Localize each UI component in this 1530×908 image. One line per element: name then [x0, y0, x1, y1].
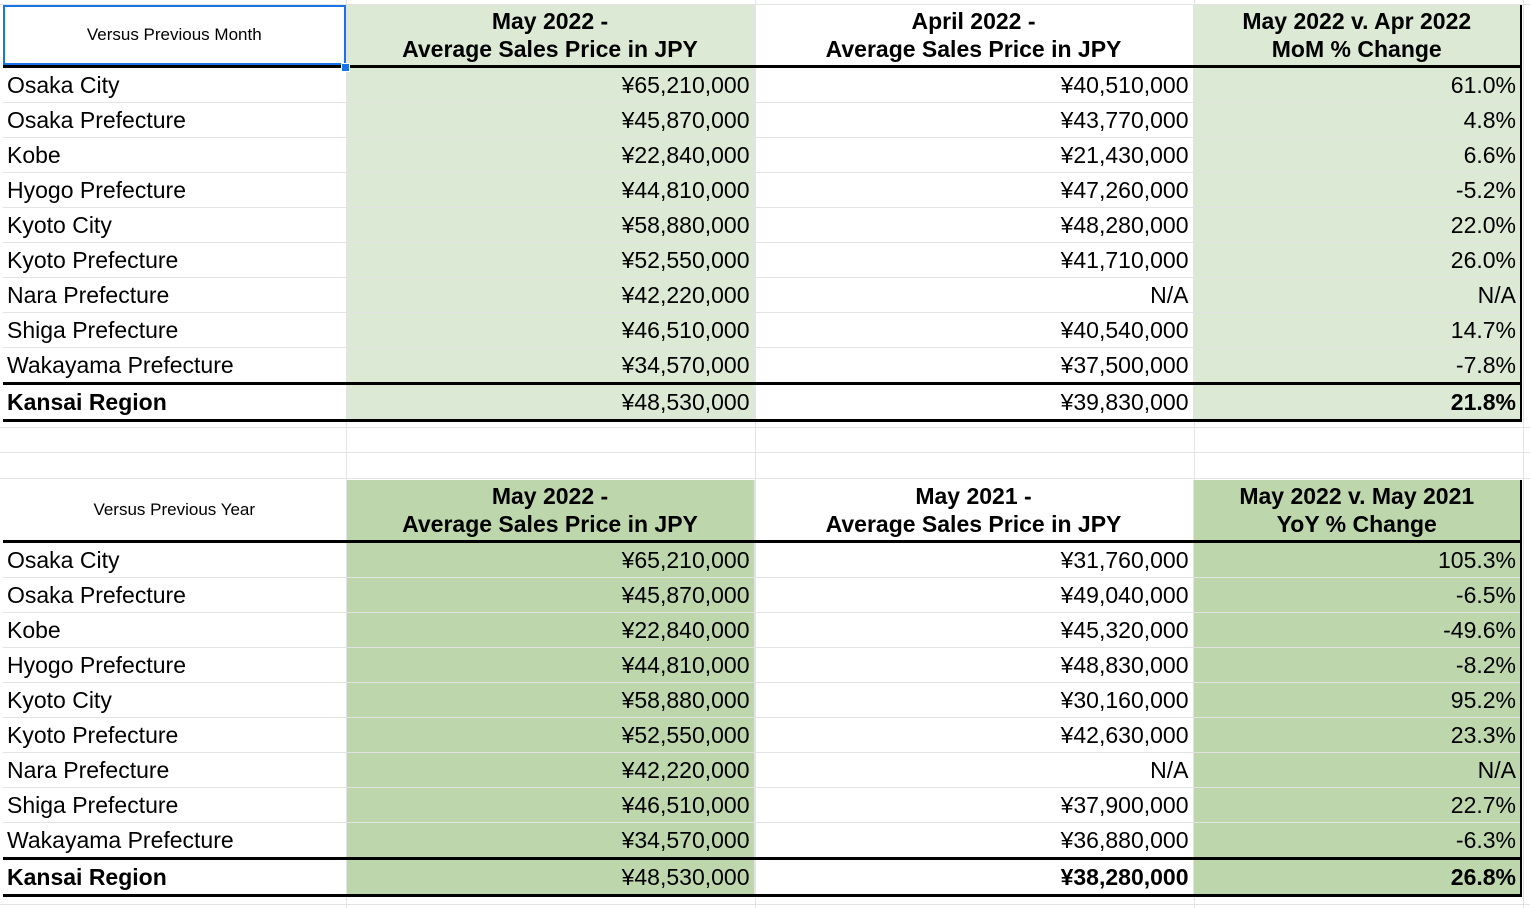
header-line: May 2022 - [491, 483, 609, 509]
previous-price-cell[interactable]: ¥40,510,000 [754, 67, 1193, 103]
table-row [3, 208, 1521, 243]
current-price-cell[interactable]: ¥52,550,000 [346, 718, 754, 753]
table-row [3, 753, 1521, 788]
current-price-cell[interactable]: ¥44,810,000 [346, 173, 754, 208]
current-price-cell[interactable]: ¥58,880,000 [346, 683, 754, 718]
previous-price-cell[interactable]: ¥42,630,000 [754, 718, 1193, 753]
table-row [3, 788, 1521, 823]
region-cell[interactable]: Kyoto City [3, 208, 346, 243]
previous-price-cell[interactable]: ¥21,430,000 [754, 138, 1193, 173]
gridline [0, 452, 1530, 453]
change-cell[interactable]: -6.5% [1193, 578, 1521, 613]
change-cell[interactable]: -49.6% [1193, 613, 1521, 648]
table-row [3, 313, 1521, 348]
change-cell[interactable]: 22.0% [1193, 208, 1521, 243]
header-line: May 2021 - [915, 483, 1032, 509]
previous-price-cell[interactable]: N/A [754, 753, 1193, 788]
table-row [3, 138, 1521, 173]
table-row [3, 823, 1521, 859]
gridline [1523, 0, 1524, 908]
header-line: Average Sales Price in JPY [402, 511, 698, 537]
change-cell[interactable]: 22.7% [1193, 788, 1521, 823]
header-line: Average Sales Price in JPY [402, 36, 698, 62]
yoy-header-row [3, 480, 1521, 542]
region-cell[interactable]: Wakayama Prefecture [3, 823, 346, 859]
header-line: Average Sales Price in JPY [825, 36, 1122, 62]
change-cell[interactable]: 14.7% [1193, 313, 1521, 348]
change-cell[interactable]: -5.2% [1193, 173, 1521, 208]
change-cell[interactable]: 26.8% [1193, 859, 1521, 896]
table-row [3, 613, 1521, 648]
previous-price-cell[interactable]: ¥47,260,000 [754, 173, 1193, 208]
header-line: Average Sales Price in JPY [825, 511, 1122, 537]
mom-header-current[interactable] [346, 5, 754, 67]
previous-price-cell[interactable]: ¥37,900,000 [754, 788, 1193, 823]
yoy-table [3, 480, 1522, 897]
table-row [3, 718, 1521, 753]
previous-price-cell[interactable]: ¥31,760,000 [754, 542, 1193, 578]
table-row [3, 243, 1521, 278]
table-row [3, 683, 1521, 718]
current-price-cell[interactable]: ¥34,570,000 [346, 823, 754, 859]
current-price-cell[interactable]: ¥45,870,000 [346, 578, 754, 613]
previous-price-cell[interactable]: ¥43,770,000 [754, 103, 1193, 138]
region-cell[interactable]: Shiga Prefecture [3, 313, 346, 348]
current-price-cell[interactable]: ¥44,810,000 [346, 648, 754, 683]
current-price-cell[interactable]: ¥48,530,000 [346, 384, 754, 421]
mom-title: Versus Previous Month [86, 25, 262, 44]
header-line: May 2022 - [491, 8, 609, 34]
region-cell[interactable]: Osaka City [3, 542, 346, 578]
previous-price-cell[interactable]: ¥48,830,000 [754, 648, 1193, 683]
region-cell[interactable]: Osaka City [3, 67, 346, 103]
change-cell[interactable]: 4.8% [1193, 103, 1521, 138]
region-cell[interactable]: Kansai Region [3, 384, 346, 421]
region-cell[interactable]: Kansai Region [3, 859, 346, 896]
current-price-cell[interactable]: ¥42,220,000 [346, 753, 754, 788]
region-cell[interactable]: Kobe [3, 613, 346, 648]
table-row [3, 278, 1521, 313]
change-cell[interactable]: 23.3% [1193, 718, 1521, 753]
current-price-cell[interactable]: ¥65,210,000 [346, 542, 754, 578]
change-cell[interactable]: -6.3% [1193, 823, 1521, 859]
current-price-cell[interactable]: ¥34,570,000 [346, 348, 754, 384]
header-line: May 2022 v. May 2021 [1239, 483, 1475, 509]
region-cell[interactable]: Nara Prefecture [3, 278, 346, 313]
region-cell[interactable]: Osaka Prefecture [3, 578, 346, 613]
region-cell[interactable]: Hyogo Prefecture [3, 648, 346, 683]
total-row [3, 384, 1521, 421]
change-cell[interactable]: N/A [1193, 278, 1521, 313]
current-price-cell[interactable]: ¥42,220,000 [346, 278, 754, 313]
current-price-cell[interactable]: ¥45,870,000 [346, 103, 754, 138]
previous-price-cell[interactable]: ¥39,830,000 [754, 384, 1193, 421]
region-cell[interactable]: Kyoto City [3, 683, 346, 718]
change-cell[interactable]: 95.2% [1193, 683, 1521, 718]
gridline [0, 904, 1530, 905]
mom-title-cell[interactable] [3, 5, 346, 67]
table-row [3, 67, 1521, 103]
table-row [3, 648, 1521, 683]
previous-price-cell[interactable]: ¥30,160,000 [754, 683, 1193, 718]
yoy-header-change[interactable] [1193, 480, 1521, 542]
yoy-header-previous[interactable] [754, 480, 1193, 542]
previous-price-cell[interactable]: ¥40,540,000 [754, 313, 1193, 348]
current-price-cell[interactable]: ¥48,530,000 [346, 859, 754, 896]
previous-price-cell[interactable]: ¥36,880,000 [754, 823, 1193, 859]
yoy-title-cell[interactable] [3, 480, 346, 542]
table-row [3, 103, 1521, 138]
change-cell[interactable]: N/A [1193, 753, 1521, 788]
gridline [0, 427, 1530, 428]
current-price-cell[interactable]: ¥22,840,000 [346, 138, 754, 173]
header-line: May 2022 v. Apr 2022 [1242, 8, 1472, 34]
previous-price-cell[interactable]: ¥48,280,000 [754, 208, 1193, 243]
previous-price-cell[interactable]: N/A [754, 278, 1193, 313]
mom-header-previous[interactable] [754, 5, 1193, 67]
current-price-cell[interactable]: ¥46,510,000 [346, 788, 754, 823]
region-cell[interactable]: Osaka Prefecture [3, 103, 346, 138]
previous-price-cell[interactable]: ¥49,040,000 [754, 578, 1193, 613]
header-line: YoY % Change [1276, 511, 1437, 537]
change-cell[interactable]: 6.6% [1193, 138, 1521, 173]
region-cell[interactable]: Nara Prefecture [3, 753, 346, 788]
mom-header-row [3, 5, 1521, 67]
mom-header-change[interactable] [1193, 5, 1521, 67]
change-cell[interactable]: 21.8% [1193, 384, 1521, 421]
current-price-cell[interactable]: ¥52,550,000 [346, 243, 754, 278]
gridline [0, 478, 1530, 479]
previous-price-cell[interactable]: ¥45,320,000 [754, 613, 1193, 648]
total-row [3, 859, 1521, 896]
change-cell[interactable]: -8.2% [1193, 648, 1521, 683]
current-price-cell[interactable]: ¥22,840,000 [346, 613, 754, 648]
selection-fill-handle[interactable] [341, 63, 350, 72]
previous-price-cell[interactable]: ¥37,500,000 [754, 348, 1193, 384]
region-cell[interactable]: Kobe [3, 138, 346, 173]
change-cell[interactable]: 26.0% [1193, 243, 1521, 278]
mom-table [3, 5, 1522, 422]
change-cell[interactable]: 105.3% [1193, 542, 1521, 578]
region-cell[interactable]: Hyogo Prefecture [3, 173, 346, 208]
current-price-cell[interactable]: ¥46,510,000 [346, 313, 754, 348]
yoy-header-current[interactable] [346, 480, 754, 542]
current-price-cell[interactable]: ¥58,880,000 [346, 208, 754, 243]
table-row [3, 348, 1521, 384]
table-row [3, 578, 1521, 613]
yoy-title: Versus Previous Year [93, 500, 256, 519]
previous-price-cell[interactable]: ¥41,710,000 [754, 243, 1193, 278]
region-cell[interactable]: Kyoto Prefecture [3, 243, 346, 278]
table-row [3, 542, 1521, 578]
region-cell[interactable]: Kyoto Prefecture [3, 718, 346, 753]
change-cell[interactable]: 61.0% [1193, 67, 1521, 103]
header-line: April 2022 - [911, 8, 1036, 34]
region-cell[interactable]: Wakayama Prefecture [3, 348, 346, 384]
change-cell[interactable]: -7.8% [1193, 348, 1521, 384]
table-row [3, 173, 1521, 208]
previous-price-cell[interactable]: ¥38,280,000 [754, 859, 1193, 896]
region-cell[interactable]: Shiga Prefecture [3, 788, 346, 823]
current-price-cell[interactable]: ¥65,210,000 [346, 67, 754, 103]
header-line: MoM % Change [1271, 36, 1442, 62]
